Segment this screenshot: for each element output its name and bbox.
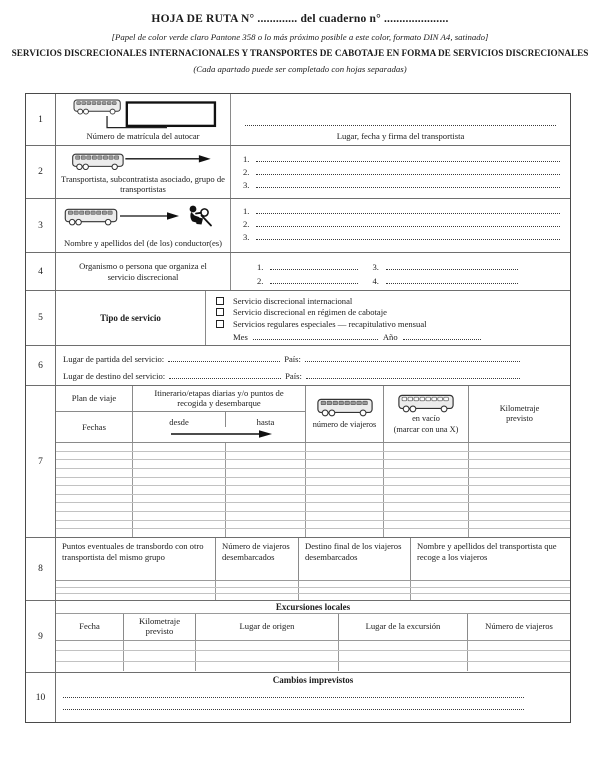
drivers-label: Nombre y apellidos del (de los) conductor(es) (64, 238, 222, 249)
row-1-vehicle-registration (26, 94, 570, 146)
services-subtitle: SERVICIOS DISCRECIONALES INTERNACIONALES Y TRANSPORTES DE CABOTAJE EN FORMA DE SERVICIOS DISCRECIONALES (11, 48, 589, 58)
drivers-cell (56, 199, 231, 252)
dotted-line (386, 276, 518, 284)
passenger-count-header: Número de viajeros (485, 621, 553, 632)
paper-color-note: [Papel de color verde claro Pantone 358 o lo más próximo posible a este color, formato DIN A4, satinado] (111, 32, 489, 42)
trip-plan-grid-row (56, 502, 570, 511)
carrier-cell (56, 146, 231, 198)
registration-label: Número de matrícula del autocar (86, 131, 200, 142)
dates-column-header: Plan de viaje Fechas (56, 386, 133, 442)
excursions-grid-row (56, 641, 570, 650)
trip-plan-grid-row (56, 528, 570, 537)
mileage-column-header: Kilometraje previsto (499, 404, 540, 423)
checkbox-icon (216, 308, 224, 316)
row-10-number: 10 (26, 673, 56, 722)
pickup-carrier-header: Nombre y apellidos del transportista que recoge a los viajeros (417, 541, 557, 563)
dotted-line (168, 354, 280, 362)
departure-line: Lugar de partida del servicio: País: (56, 350, 570, 364)
excursions-grid-row (56, 650, 570, 660)
bus-with-passengers-icon (317, 398, 373, 417)
transfer-points-header: Puntos eventuales de transbordo con otro transportista del mismo grupo (56, 538, 216, 580)
trip-plan-grid-row (56, 451, 570, 460)
mileage-header: Kilometraje previsto (124, 614, 196, 640)
service-type-options (206, 291, 570, 345)
row-9-number: 9 (26, 601, 56, 672)
destination-line: Lugar de destino del servicio: País: (56, 367, 570, 381)
option-cabotage: Servicio discrecional en régimen de cabotaje (216, 307, 564, 317)
dotted-line (63, 709, 524, 710)
transfers-grid-row (56, 587, 570, 594)
row-7-number: 7 (26, 386, 56, 537)
dotted-line (169, 371, 281, 379)
transfers-grid-row (56, 593, 570, 600)
disembarked-count-header: Número de viajeros desembarcados (216, 538, 299, 580)
carrier-line-2: 2. (231, 164, 570, 177)
dotted-line (386, 262, 518, 270)
trip-plan-grid-row (56, 459, 570, 468)
origin-header: Lugar de origen (196, 614, 339, 640)
row-10-unforeseen-changes (26, 673, 570, 722)
row-4-organizer (26, 253, 570, 291)
dotted-line (256, 219, 560, 227)
checkbox-icon (216, 320, 224, 328)
registration-cell (56, 94, 231, 145)
carrier-line-1: 1. (231, 151, 570, 164)
transfers-grid (56, 581, 570, 600)
row-6-departure-destination (26, 346, 570, 386)
row-1-number: 1 (26, 94, 56, 145)
dotted-line (403, 332, 481, 340)
transfers-cell (56, 538, 570, 600)
row-5-service-type (26, 291, 570, 346)
row-2-carrier (26, 146, 570, 199)
dotted-line (256, 180, 560, 188)
changes-cell (56, 673, 570, 722)
driver-line-1: 1. (231, 203, 570, 216)
route-form-table (25, 93, 571, 723)
signature-caption: Lugar, fecha y firma del transportista (336, 131, 465, 142)
trip-plan-grid-row (56, 443, 570, 451)
drivers-lines-cell (231, 199, 570, 252)
month-year-line: Mes Año (233, 330, 564, 342)
row-9-local-excursions (26, 601, 570, 673)
trip-plan-cell (56, 386, 570, 537)
driver-icon (190, 206, 211, 226)
trip-plan-grid-row (56, 494, 570, 503)
itinerary-column-header: Itinerario/etapas diarias y/o puntos de recogida y desembarque desde hasta (133, 386, 306, 442)
organizer-line-24: 2. 4. (231, 272, 570, 286)
page-title: HOJA DE RUTA N° ............. del cuaderno n° ..................... (151, 13, 449, 25)
dotted-line (270, 262, 358, 270)
excursions-grid (56, 641, 570, 671)
trip-plan-grid-row (56, 520, 570, 529)
separate-sheets-note: (Cada apartado puede ser completado con hojas separadas) (193, 64, 407, 74)
excursions-header (56, 614, 570, 641)
passenger-count-column-header: número de viajeros (306, 386, 384, 442)
trip-plan-grid-row (56, 511, 570, 520)
trip-plan-grid (56, 443, 570, 537)
row-2-number: 2 (26, 146, 56, 198)
service-type-label: Tipo de servicio (56, 291, 206, 345)
carrier-label: Transportista, subcontratista asociado, grupo de transportistas (61, 173, 225, 195)
row-4-number: 4 (26, 253, 56, 290)
row-8-number: 8 (26, 538, 56, 600)
date-header: Fecha (56, 614, 124, 640)
driver-line-3: 3. (231, 229, 570, 242)
bus-arrow-icon (68, 150, 218, 174)
dotted-line (256, 154, 560, 162)
bus-driver-icon (64, 203, 222, 231)
excursions-grid-row (56, 661, 570, 671)
departure-destination-cell (56, 346, 570, 385)
row-3-number: 3 (26, 199, 56, 252)
final-destination-header: Destino final de los viajeros desembarcados (299, 538, 411, 580)
carrier-line-3: 3. (231, 177, 570, 190)
row-6-number: 6 (26, 346, 56, 385)
organizer-lines-cell (231, 253, 570, 290)
trip-plan-grid-row (56, 485, 570, 494)
signature-dotted-line (245, 118, 556, 126)
trip-plan-header (56, 386, 570, 443)
dotted-line (305, 354, 520, 362)
dotted-line (270, 276, 358, 284)
dotted-line (256, 206, 560, 214)
empty-run-column-header: en vacío (marcar con una X) (384, 386, 469, 442)
trip-plan-grid-row (56, 468, 570, 477)
dotted-line (306, 371, 520, 379)
organizer-label: Organismo o persona que organiza el servicio discrecional (56, 253, 231, 290)
bus-license-plate-icon (59, 98, 227, 131)
dotted-line (256, 167, 560, 175)
carrier-lines-cell (231, 146, 570, 198)
document-header (0, 0, 600, 74)
transfers-header (56, 538, 570, 581)
trip-plan-grid-row (56, 477, 570, 486)
row-8-transfers (26, 538, 570, 601)
dotted-line (256, 232, 560, 240)
row-7-trip-plan (26, 386, 570, 538)
from-to-subheader: desde hasta (133, 412, 305, 442)
option-international: Servicio discrecional internacional (216, 296, 564, 306)
changes-dotted-lines (56, 686, 570, 710)
checkbox-icon (216, 297, 224, 305)
dotted-line (63, 697, 524, 698)
changes-title: Cambios imprevistos (272, 674, 354, 685)
excursions-cell (56, 601, 570, 672)
dotted-line (253, 332, 378, 340)
row-3-drivers (26, 199, 570, 253)
excursion-place-header: Lugar de la excursión (339, 614, 468, 640)
option-regular-special: Servicios regulares especiales — recapitulativo mensual (216, 319, 564, 329)
direction-arrow-icon (169, 429, 273, 439)
excursions-title: Excursiones locales (56, 601, 570, 614)
organizer-line-13: 1. 3. (231, 258, 570, 272)
driver-line-2: 2. (231, 216, 570, 229)
empty-bus-icon (398, 394, 454, 413)
signature-cell (231, 94, 570, 145)
row-5-number: 5 (26, 291, 56, 345)
